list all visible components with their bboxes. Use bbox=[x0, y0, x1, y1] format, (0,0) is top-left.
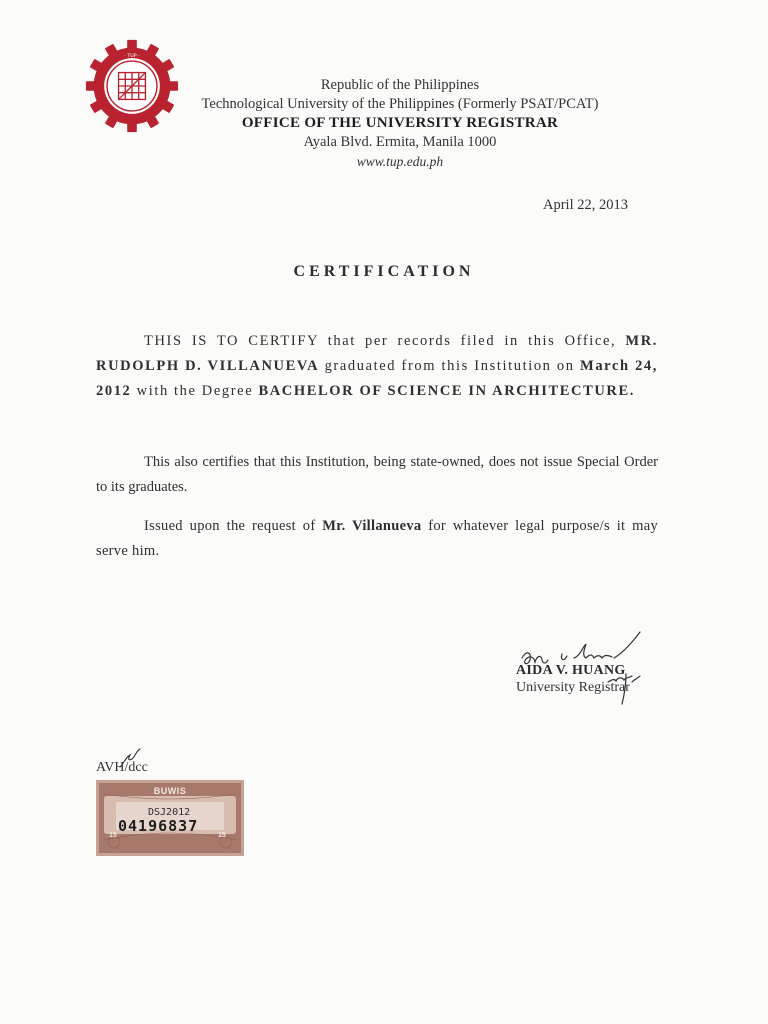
reference-initials: AVH/dcc bbox=[96, 760, 148, 775]
website-line: www.tup.edu.ph bbox=[356, 154, 444, 169]
certification-paragraph bbox=[96, 329, 658, 404]
p3-text-b: for whatever legal purpose/s it may serve him. bbox=[96, 518, 659, 559]
document-title: CERTIFICATION bbox=[293, 263, 475, 280]
signatory-name: AIDA V. HUANG bbox=[516, 663, 626, 678]
state-owned-paragraph bbox=[96, 450, 658, 500]
graduate-name: MR. RUDOLPH D. VILLANUEVA bbox=[96, 333, 658, 374]
issue-date: April 22, 2013 bbox=[543, 197, 628, 213]
university-seal-logo bbox=[84, 38, 180, 134]
p3-text-a: Issued upon the request of bbox=[144, 518, 323, 534]
stamp-top-text: BUWIS bbox=[153, 786, 187, 796]
p2-text: This also certifies that this Institution, being state-owned, does not issue Special Order to its graduates. bbox=[96, 454, 658, 495]
stamp-text-layer bbox=[96, 780, 244, 856]
requester-name: Mr. Villanueva bbox=[322, 518, 422, 534]
stamp-denomination-left: 15 bbox=[109, 832, 117, 839]
svg-text:· TUP ·: · TUP · bbox=[124, 54, 140, 60]
graduation-date: March 24, 2012 bbox=[96, 358, 658, 399]
stamp-serial-number: 04196837 bbox=[118, 817, 199, 835]
office-name: OFFICE OF THE UNIVERSITY REGISTRAR bbox=[241, 115, 559, 131]
request-paragraph bbox=[96, 514, 658, 564]
stamp-series: DSJ2012 bbox=[148, 807, 191, 818]
republic-line: Republic of the Philippines bbox=[320, 77, 480, 93]
degree-name: BACHELOR OF SCIENCE IN ARCHITECTURE. bbox=[258, 383, 635, 399]
p1-text-a: THIS IS TO CERTIFY that per records filed in this Office, bbox=[144, 333, 626, 349]
stamp-denomination-right: 15 bbox=[218, 832, 226, 839]
letterhead bbox=[170, 76, 630, 171]
address-line: Ayala Blvd. Ermita, Manila 1000 bbox=[303, 134, 497, 150]
p1-text-c: with the Degree bbox=[131, 383, 259, 399]
signatory-title: University Registrar bbox=[516, 680, 630, 695]
p1-text-b: graduated from this Institution on bbox=[319, 358, 581, 374]
university-name: Technological University of the Philippines (Formerly PSAT/PCAT) bbox=[201, 96, 599, 112]
